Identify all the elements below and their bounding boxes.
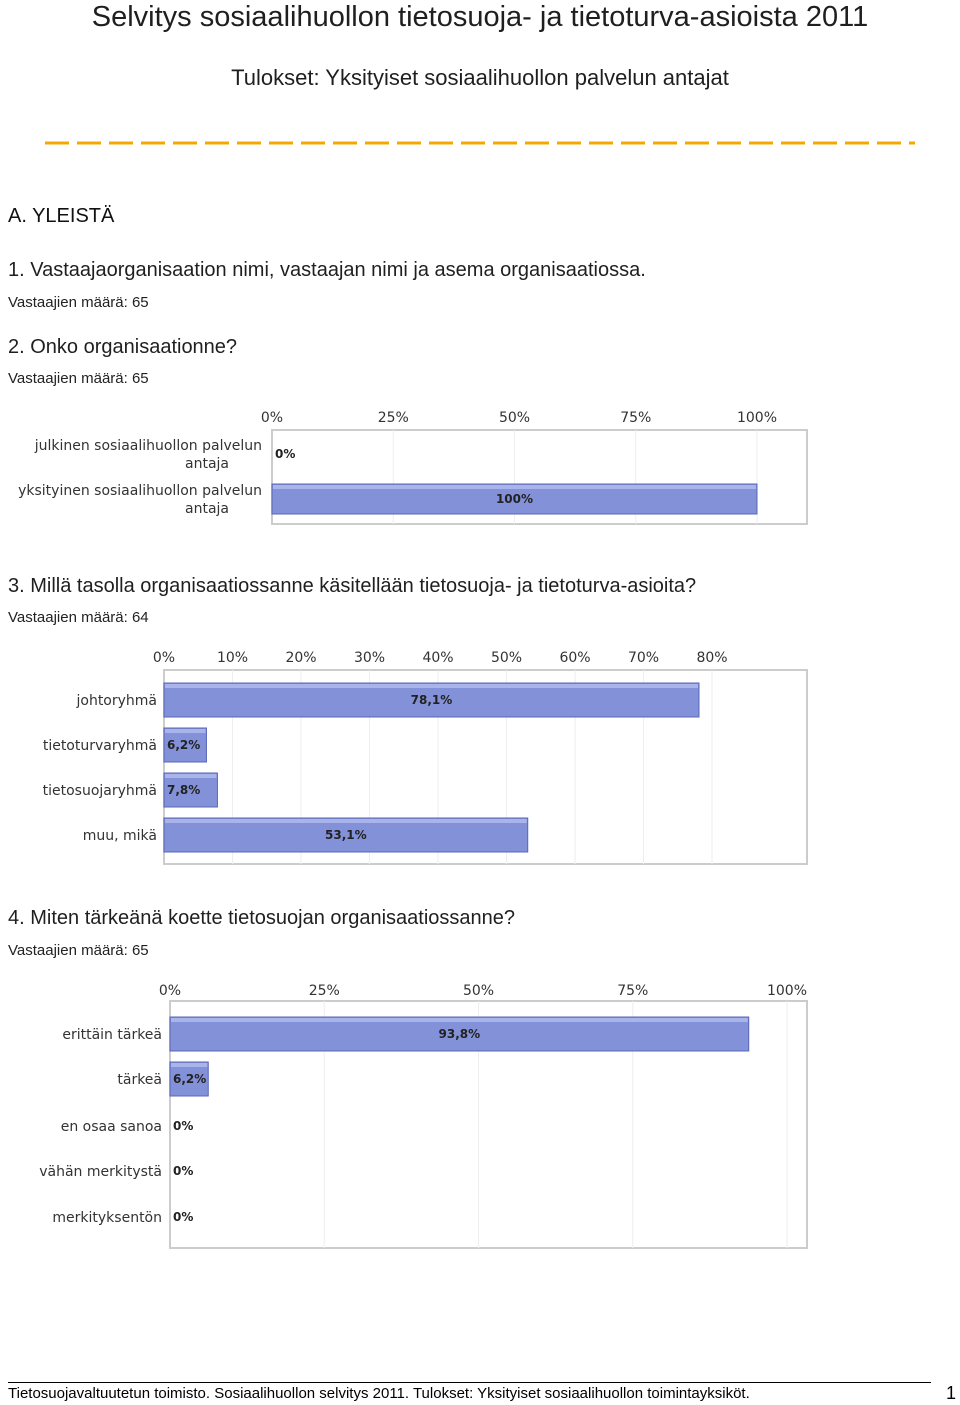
tick-label: 0% xyxy=(260,410,284,426)
tick-label: 75% xyxy=(617,983,649,999)
page-title: Selvitys sosiaalihuollon tietosuoja- ja tietoturva-asioista 2011 xyxy=(91,1,869,33)
page-subtitle: Tulokset: Yksityiset sosiaalihuollon palvelun antajat xyxy=(231,65,729,90)
tick-label: 10% xyxy=(216,650,249,666)
decorative-dashed-line xyxy=(45,140,915,146)
value-label: 93,8% xyxy=(438,1027,481,1041)
chart-handling-level xyxy=(0,640,960,870)
tick-label: 70% xyxy=(627,650,660,666)
bar-highlight xyxy=(171,1063,207,1067)
tick-label: 0% xyxy=(152,650,176,666)
question-4-text: 4. Miten tärkeänä koette tietosuojan organisaatiossanne? xyxy=(8,907,516,929)
category-label: vähän merkitystä xyxy=(39,1164,162,1180)
footer-text: Tietosuojavaltuutetun toimisto. Sosiaalihuollon selvitys 2011. Tulokset: Yksityiset sosiaalihuollon toimintayksiköt. xyxy=(8,1382,931,1403)
category-label: tietosuojaryhmä xyxy=(42,783,157,799)
question-2-respondents: Vastaajien määrä: 65 xyxy=(8,370,149,387)
tick-label: 80% xyxy=(696,650,728,666)
page-number: 1 xyxy=(946,1383,957,1403)
category-label: en osaa sanoa xyxy=(60,1119,162,1135)
chart-organisation-type xyxy=(0,400,960,530)
category-label: merkityksentön xyxy=(52,1210,162,1226)
value-label: 78,1% xyxy=(410,693,453,707)
tick-label: 0% xyxy=(158,983,182,999)
bar-highlight xyxy=(165,774,216,778)
question-2-text: 2. Onko organisaationne? xyxy=(8,336,238,358)
category-label: erittäin tärkeä xyxy=(62,1027,162,1043)
question-1-text: 1. Vastaajaorganisaation nimi, vastaajan nimi ja asema organisaatiossa. xyxy=(8,259,646,281)
bar-highlight xyxy=(165,819,527,823)
chart-importance xyxy=(0,975,960,1255)
tick-label: 100% xyxy=(736,410,778,426)
value-label: 100% xyxy=(495,492,534,506)
category-label: yksityinen sosiaalihuollon palvelun xyxy=(18,483,262,499)
value-label: 0% xyxy=(173,1119,194,1133)
tick-label: 25% xyxy=(377,410,409,426)
section-heading: A. YLEISTÄ xyxy=(8,205,115,227)
question-4-respondents: Vastaajien määrä: 65 xyxy=(8,942,149,959)
value-label: 6,2% xyxy=(167,738,201,752)
value-label: 0% xyxy=(173,1210,194,1224)
tick-label: 30% xyxy=(353,650,386,666)
tick-label: 60% xyxy=(559,650,591,666)
question-3-text: 3. Millä tasolla organisaatiossanne käsitellään tietosuoja- ja tietoturva-asioita? xyxy=(8,575,697,597)
tick-label: 20% xyxy=(285,650,317,666)
bar-highlight xyxy=(273,485,756,489)
category-label: johtoryhmä xyxy=(76,693,157,709)
value-label: 6,2% xyxy=(173,1072,207,1086)
category-label: antaja xyxy=(185,456,229,472)
tick-label: 50% xyxy=(490,650,523,666)
bar-highlight xyxy=(171,1018,748,1022)
category-label: tärkeä xyxy=(117,1072,162,1088)
category-label: julkinen sosiaalihuollon palvelun xyxy=(34,438,262,454)
tick-label: 25% xyxy=(308,983,340,999)
value-label: 0% xyxy=(275,447,296,461)
category-label: muu, mikä xyxy=(82,828,157,844)
question-1-respondents: Vastaajien määrä: 65 xyxy=(8,294,149,311)
tick-label: 40% xyxy=(422,650,454,666)
category-label: antaja xyxy=(185,501,229,517)
category-label: tietoturvaryhmä xyxy=(42,738,157,754)
bar-highlight xyxy=(165,729,205,733)
tick-label: 50% xyxy=(462,983,495,999)
tick-label: 75% xyxy=(620,410,652,426)
value-label: 7,8% xyxy=(167,783,201,797)
tick-label: 100% xyxy=(766,983,808,999)
tick-label: 50% xyxy=(498,410,531,426)
bar-highlight xyxy=(165,684,698,688)
value-label: 0% xyxy=(173,1164,194,1178)
question-3-respondents: Vastaajien määrä: 64 xyxy=(8,609,149,626)
value-label: 53,1% xyxy=(325,828,367,842)
